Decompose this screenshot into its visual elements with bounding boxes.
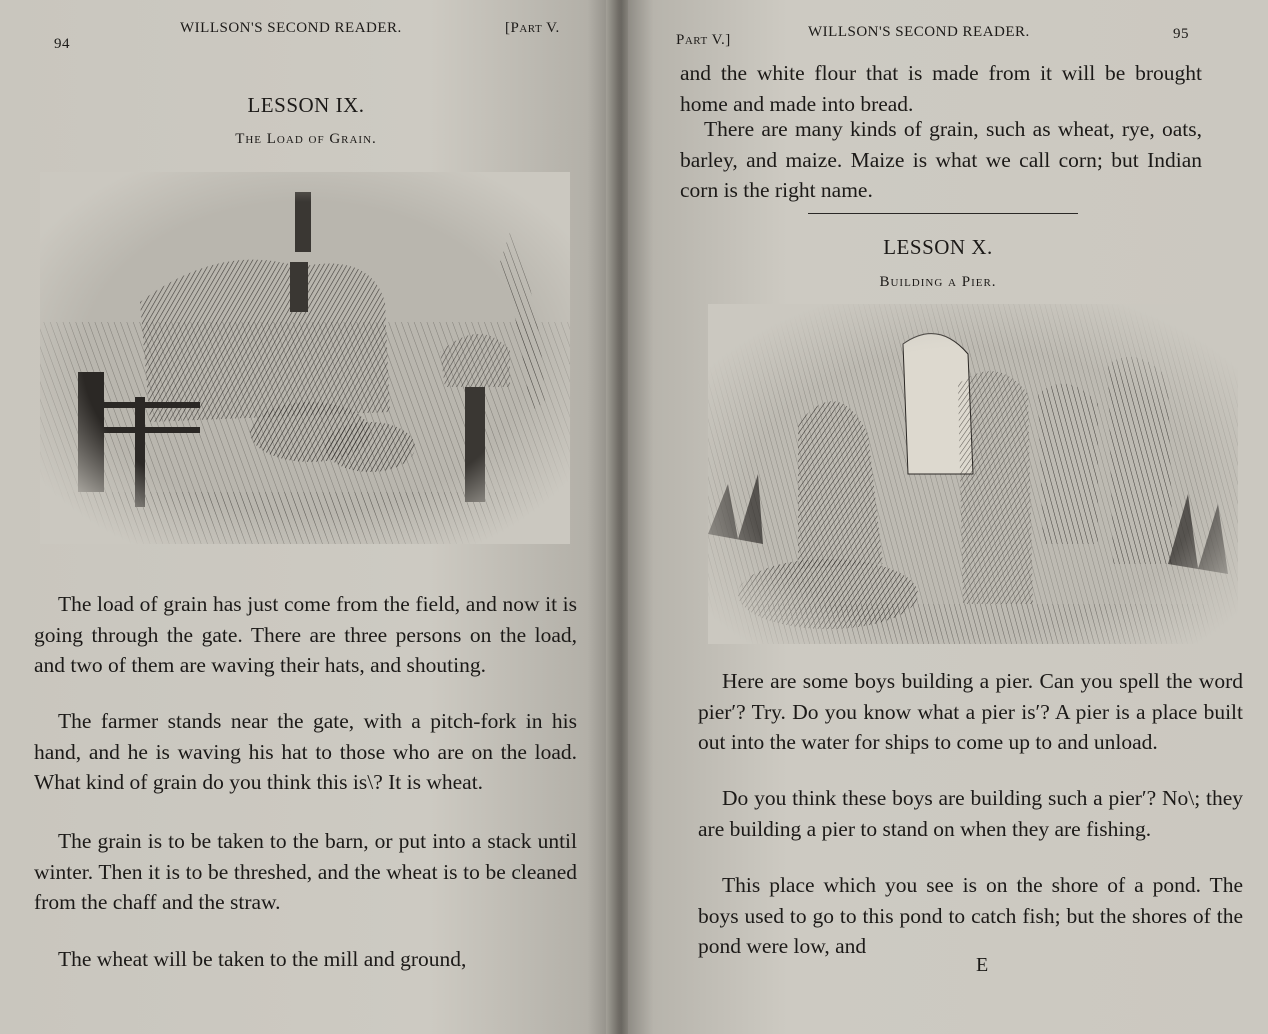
right-page-number: 95 [1173,26,1189,42]
left-page-number: 94 [54,36,70,52]
right-part-label: Part V.] [676,32,731,48]
lesson-ix-subtitle: The Load of Grain. [235,131,377,147]
right-page [628,0,1268,1034]
left-page [0,0,612,1034]
lesson-x-subtitle: Building a Pier. [879,274,997,290]
left-running-head: WILLSON'S SECOND READER. [180,20,402,36]
lesson-x-paragraph-2: Do you think these boys are building such a pier′? No\; they are building a pier to stand on when they are fishing. [698,786,1243,841]
lesson-x-paragraph-1: Here are some boys building a pier. Can you spell the word pier′? Try. Do you know what a pier is′? A pier is a place built out into the water for ships to come up to and unload. [698,669,1243,754]
left-running-header [0,18,612,52]
signature-mark: E [976,954,989,976]
load-of-grain-illustration [40,172,570,544]
building-a-pier-illustration [708,304,1238,644]
lesson-ix-title: LESSON IX. [247,93,365,117]
continued-paragraph-2: There are many kinds of grain, such as wheat, rye, oats, barley, and maize. Maize is what we call corn; but Indian corn is the right name. [680,117,1202,202]
right-running-header [628,18,1268,48]
right-running-head: WILLSON'S SECOND READER. [808,24,1030,40]
left-part-label: [Part V. [505,20,560,36]
lesson-x-title: LESSON X. [883,235,993,259]
lesson-ix-paragraph-4: The wheat will be taken to the mill and ground, [58,947,467,971]
lesson-ix-paragraph-1: The load of grain has just come from the field, and now it is going through the gate. There are three persons on the load, and two of them are waving their hats, and shouting. [34,592,577,677]
lesson-x-paragraph-3: This place which you see is on the shore of a pond. The boys used to go to this pond to catch fish; but the shores of the pond were low, and [698,873,1243,958]
lesson-ix-paragraph-3: The grain is to be taken to the barn, or put into a stack until winter. Then it is to be threshed, and the wheat is to be cleaned from the chaff and the straw. [34,829,577,914]
continued-paragraph-1: and the white flour that is made from it will be brought home and made into bread. [680,61,1202,116]
lesson-ix-paragraph-2: The farmer stands near the gate, with a pitch-fork in his hand, and he is waving his hat to those who are on the load. What kind of grain do you think this is\? It is wheat. [34,709,577,794]
section-divider [808,213,1078,214]
